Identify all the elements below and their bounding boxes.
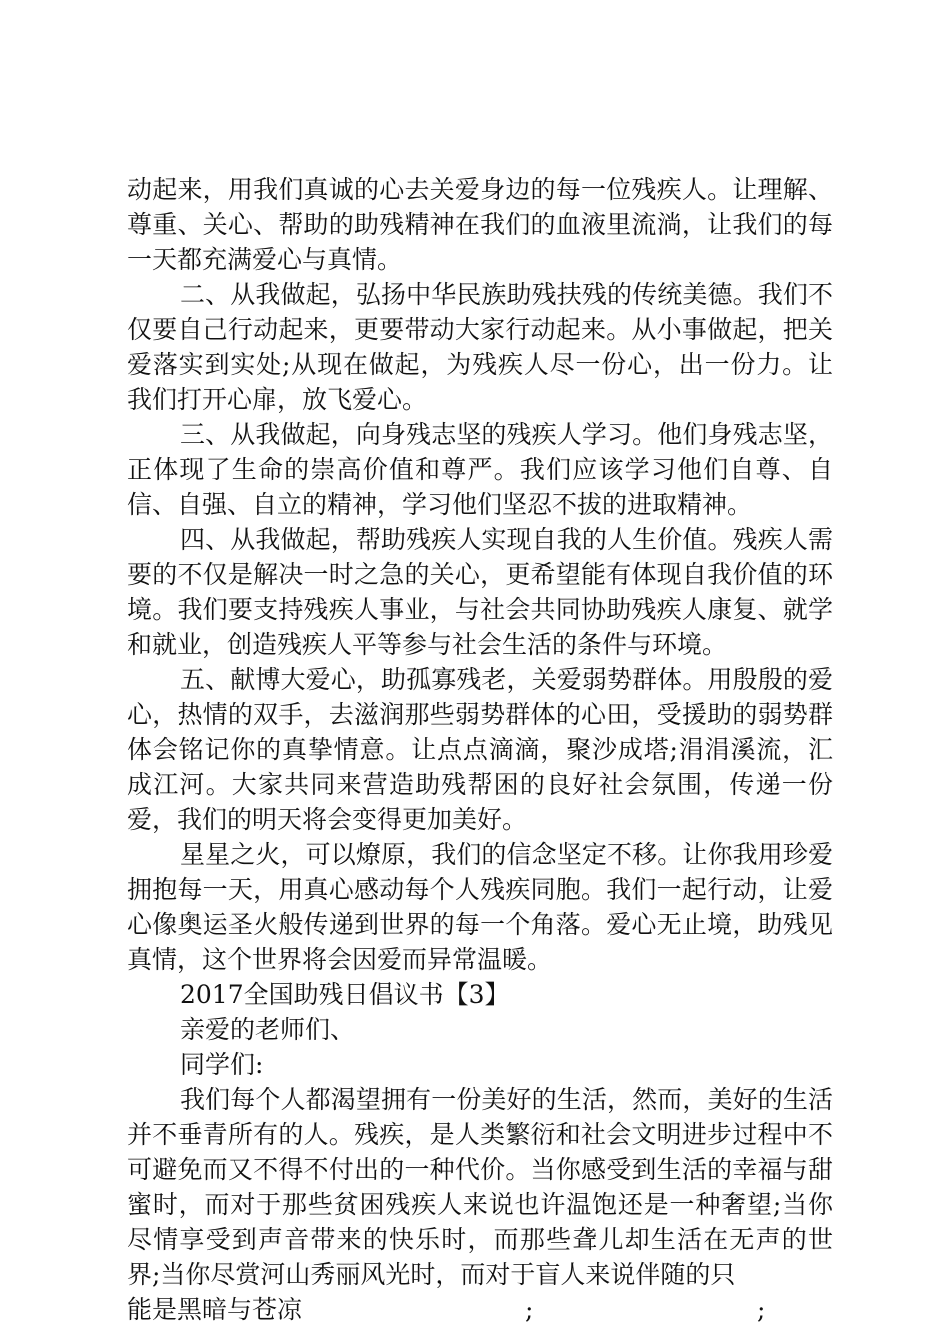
paragraph-point-two: 二、从我做起，弘扬中华民族助残扶残的传统美德。我们不仅要自己行动起来，更要带动大家行动起来。从小事做起，把关爱落实到实处;从现在做起，为残疾人尽一份心，出一份力。让我们打开心扉，放飞爱心。	[127, 280, 833, 414]
last-line-text: 能是黑暗与苍凉	[127, 1295, 303, 1324]
paragraph-intro-continuation: 动起来，用我们真诚的心去关爱身边的每一位残疾人。让理解、尊重、关心、帮助的助残精神在我们的血液里流淌，让我们的每一天都充满爱心与真情。	[127, 175, 833, 274]
salutation-teachers: 亲爱的老师们、	[180, 1015, 356, 1044]
trailing-semicolon: ;	[757, 1295, 766, 1324]
document-page	[127, 172, 833, 1327]
paragraph-point-four: 四、从我做起，帮助残疾人实现自我的人生价值。残疾人需要的不仅是解决一时之急的关心，更希望能有体现自我价值的环境。我们要支持残疾人事业，与社会共同协助残疾人康复、就学和就业，创造残疾人平等参与社会生活的条件与环境。	[127, 525, 833, 659]
salutation-students: 同学们:	[180, 1050, 264, 1079]
trailing-semicolon: ;	[525, 1295, 534, 1324]
paragraph-body: 我们每个人都渴望拥有一份美好的生活，然而，美好的生活并不垂青所有的人。残疾，是人类繁衍和社会文明进步过程中不可避免而又不得不付出的一种代价。当你感受到生活的幸福与甜蜜时，而对于那些贫困残疾人来说也许温饱还是一种奢望;当你尽情享受到声音带来的快乐时，而那些聋儿却生活在无声的世界;当你尽赏河山秀丽风光时，而对于盲人来说伴随的只	[127, 1085, 833, 1289]
paragraph-body-last-line	[127, 1292, 833, 1327]
paragraph-point-five: 五、献博大爱心，助孤寡残老，关爱弱势群体。用殷殷的爱心，热情的双手，去滋润那些弱势群体的心田，受援助的弱势群体会铭记你的真挚情意。让点点滴滴，聚沙成塔;涓涓溪流，汇成江河。大家共同来营造助残帮困的良好社会氛围，传递一份爱，我们的明天将会变得更加美好。	[127, 665, 833, 834]
paragraph-closing: 星星之火，可以燎原，我们的信念坚定不移。让你我用珍爱拥抱每一天，用真心感动每个人残疾同胞。我们一起行动，让爱心像奥运圣火般传递到世界的每一个角落。爱心无止境，助残见真情，这个世界将会因爱而异常温暖。	[127, 840, 833, 974]
section-heading: 2017全国助残日倡议书【3】	[180, 980, 510, 1009]
paragraph-point-three: 三、从我做起，向身残志坚的残疾人学习。他们身残志坚，正体现了生命的崇高价值和尊严。我们应该学习他们自尊、自信、自强、自立的精神，学习他们坚忍不拔的进取精神。	[127, 420, 833, 519]
